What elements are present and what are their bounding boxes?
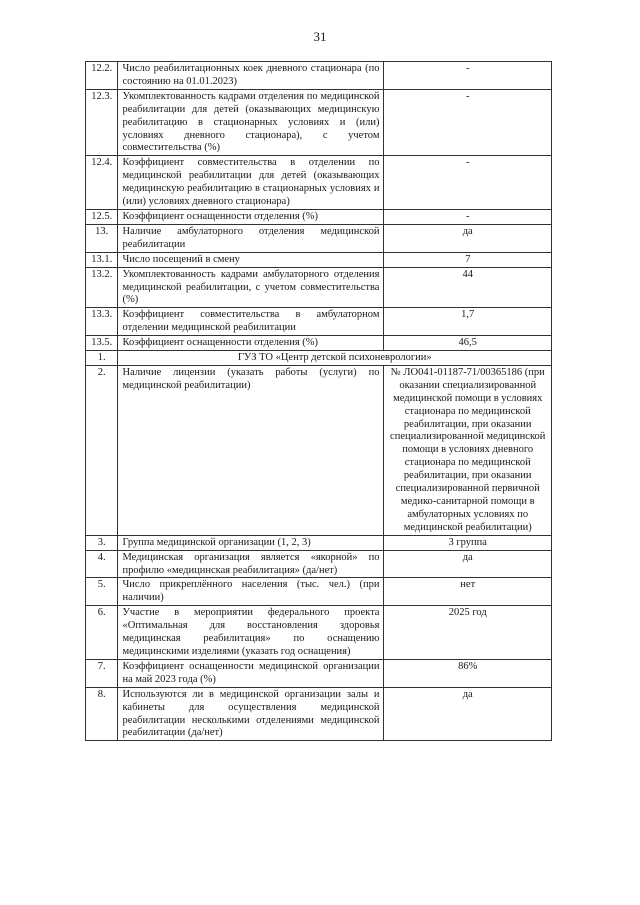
row-number: 13.: [86, 224, 118, 252]
row-number: 13.2.: [86, 267, 118, 308]
row-description: Укомплектованность кадрами амбулаторного отделения медицинской реабилитации, с учетом совместительства (%): [118, 267, 384, 308]
table-row: [86, 550, 552, 578]
row-value: 3 группа: [384, 535, 552, 550]
table-row: [86, 659, 552, 687]
license-value: № ЛО041-01187-71/00365186 (при оказании специализированной медицинской помощи в условиях стационара по медицинской реабилитации, при оказании специализированной медицинской помощи в условиях дневного стационара по медицинской реабилитации, при оказании специализированной первичной медико-санитарной помощи в амбулаторных условиях по медицинской реабилитации): [384, 365, 552, 535]
row-number: 8.: [86, 687, 118, 741]
table-row: [86, 308, 552, 336]
row-description: Укомплектованность кадрами отделения по медицинской реабилитации для детей (оказывающих медицинскую реабилитацию в стационарных условиях и (или) условиях дневного стационара), с учетом совместительства (%): [118, 89, 384, 156]
organization-name: ГУЗ ТО «Центр детской психоневрологии»: [118, 351, 552, 366]
row-value: 1,7: [384, 308, 552, 336]
table-row: [86, 267, 552, 308]
row-value: -: [384, 156, 552, 210]
row-description: Число реабилитационных коек дневного стационара (по состоянию на 01.01.2023): [118, 62, 384, 90]
row-number: 12.2.: [86, 62, 118, 90]
row-number: 7.: [86, 659, 118, 687]
row-value: -: [384, 62, 552, 90]
row-number: 12.3.: [86, 89, 118, 156]
row-description: Коэффициент совместительства в отделении по медицинской реабилитации для детей (оказывающих медицинскую реабилитацию в стационарных условиях и (или) условиях дневного стационара): [118, 156, 384, 210]
table-row: [86, 224, 552, 252]
row-description: Наличие амбулаторного отделения медицинской реабилитации: [118, 224, 384, 252]
row-value: 7: [384, 252, 552, 267]
table-row: [86, 209, 552, 224]
row-description: Участие в мероприятии федерального проекта «Оптимальная для восстановления здоровья медицинская реабилитация» по оснащению медицинскими изделиями (указать год оснащения): [118, 606, 384, 660]
data-table: [85, 61, 552, 741]
row-number: 5.: [86, 578, 118, 606]
row-value: нет: [384, 578, 552, 606]
row-value: -: [384, 209, 552, 224]
row-number: 1.: [86, 351, 118, 366]
table-row: [86, 535, 552, 550]
table-row: [86, 578, 552, 606]
row-number: 13.1.: [86, 252, 118, 267]
page-number: 31: [313, 29, 327, 44]
row-value: -: [384, 89, 552, 156]
row-number: 2.: [86, 365, 118, 535]
table-row: [86, 365, 552, 535]
row-description: Медицинская организация является «якорной» по профилю «медицинская реабилитация» (да/нет): [118, 550, 384, 578]
row-number: 12.4.: [86, 156, 118, 210]
table-row: [86, 156, 552, 210]
row-number: 12.5.: [86, 209, 118, 224]
organization-row: [86, 351, 552, 366]
row-value: 2025 год: [384, 606, 552, 660]
row-number: 6.: [86, 606, 118, 660]
row-description: Число прикреплённого населения (тыс. чел.) (при наличии): [118, 578, 384, 606]
row-value: да: [384, 687, 552, 741]
row-value: 44: [384, 267, 552, 308]
row-description: Коэффициент совместительства в амбулаторном отделении медицинской реабилитации: [118, 308, 384, 336]
table-row: [86, 252, 552, 267]
row-number: 3.: [86, 535, 118, 550]
row-number: 13.5.: [86, 336, 118, 351]
table-row: [86, 336, 552, 351]
row-description: Коэффициент оснащенности отделения (%): [118, 209, 384, 224]
row-description: Коэффициент оснащенности медицинской организации на май 2023 года (%): [118, 659, 384, 687]
row-description: Коэффициент оснащенности отделения (%): [118, 336, 384, 351]
row-number: 4.: [86, 550, 118, 578]
row-description: Число посещений в смену: [118, 252, 384, 267]
table-row: [86, 687, 552, 741]
row-description: Группа медицинской организации (1, 2, 3): [118, 535, 384, 550]
row-value: да: [384, 224, 552, 252]
row-description: Наличие лицензии (указать работы (услуги) по медицинской реабилитации): [118, 365, 384, 535]
row-value: да: [384, 550, 552, 578]
row-description: Используются ли в медицинской организации залы и кабинеты для осуществления медицинской реабилитации несколькими отделениями медицинской реабилитации (да/нет): [118, 687, 384, 741]
table-row: [86, 606, 552, 660]
table-row: [86, 62, 552, 90]
table-row: [86, 89, 552, 156]
row-value: 86%: [384, 659, 552, 687]
row-number: 13.3.: [86, 308, 118, 336]
row-value: 46,5: [384, 336, 552, 351]
